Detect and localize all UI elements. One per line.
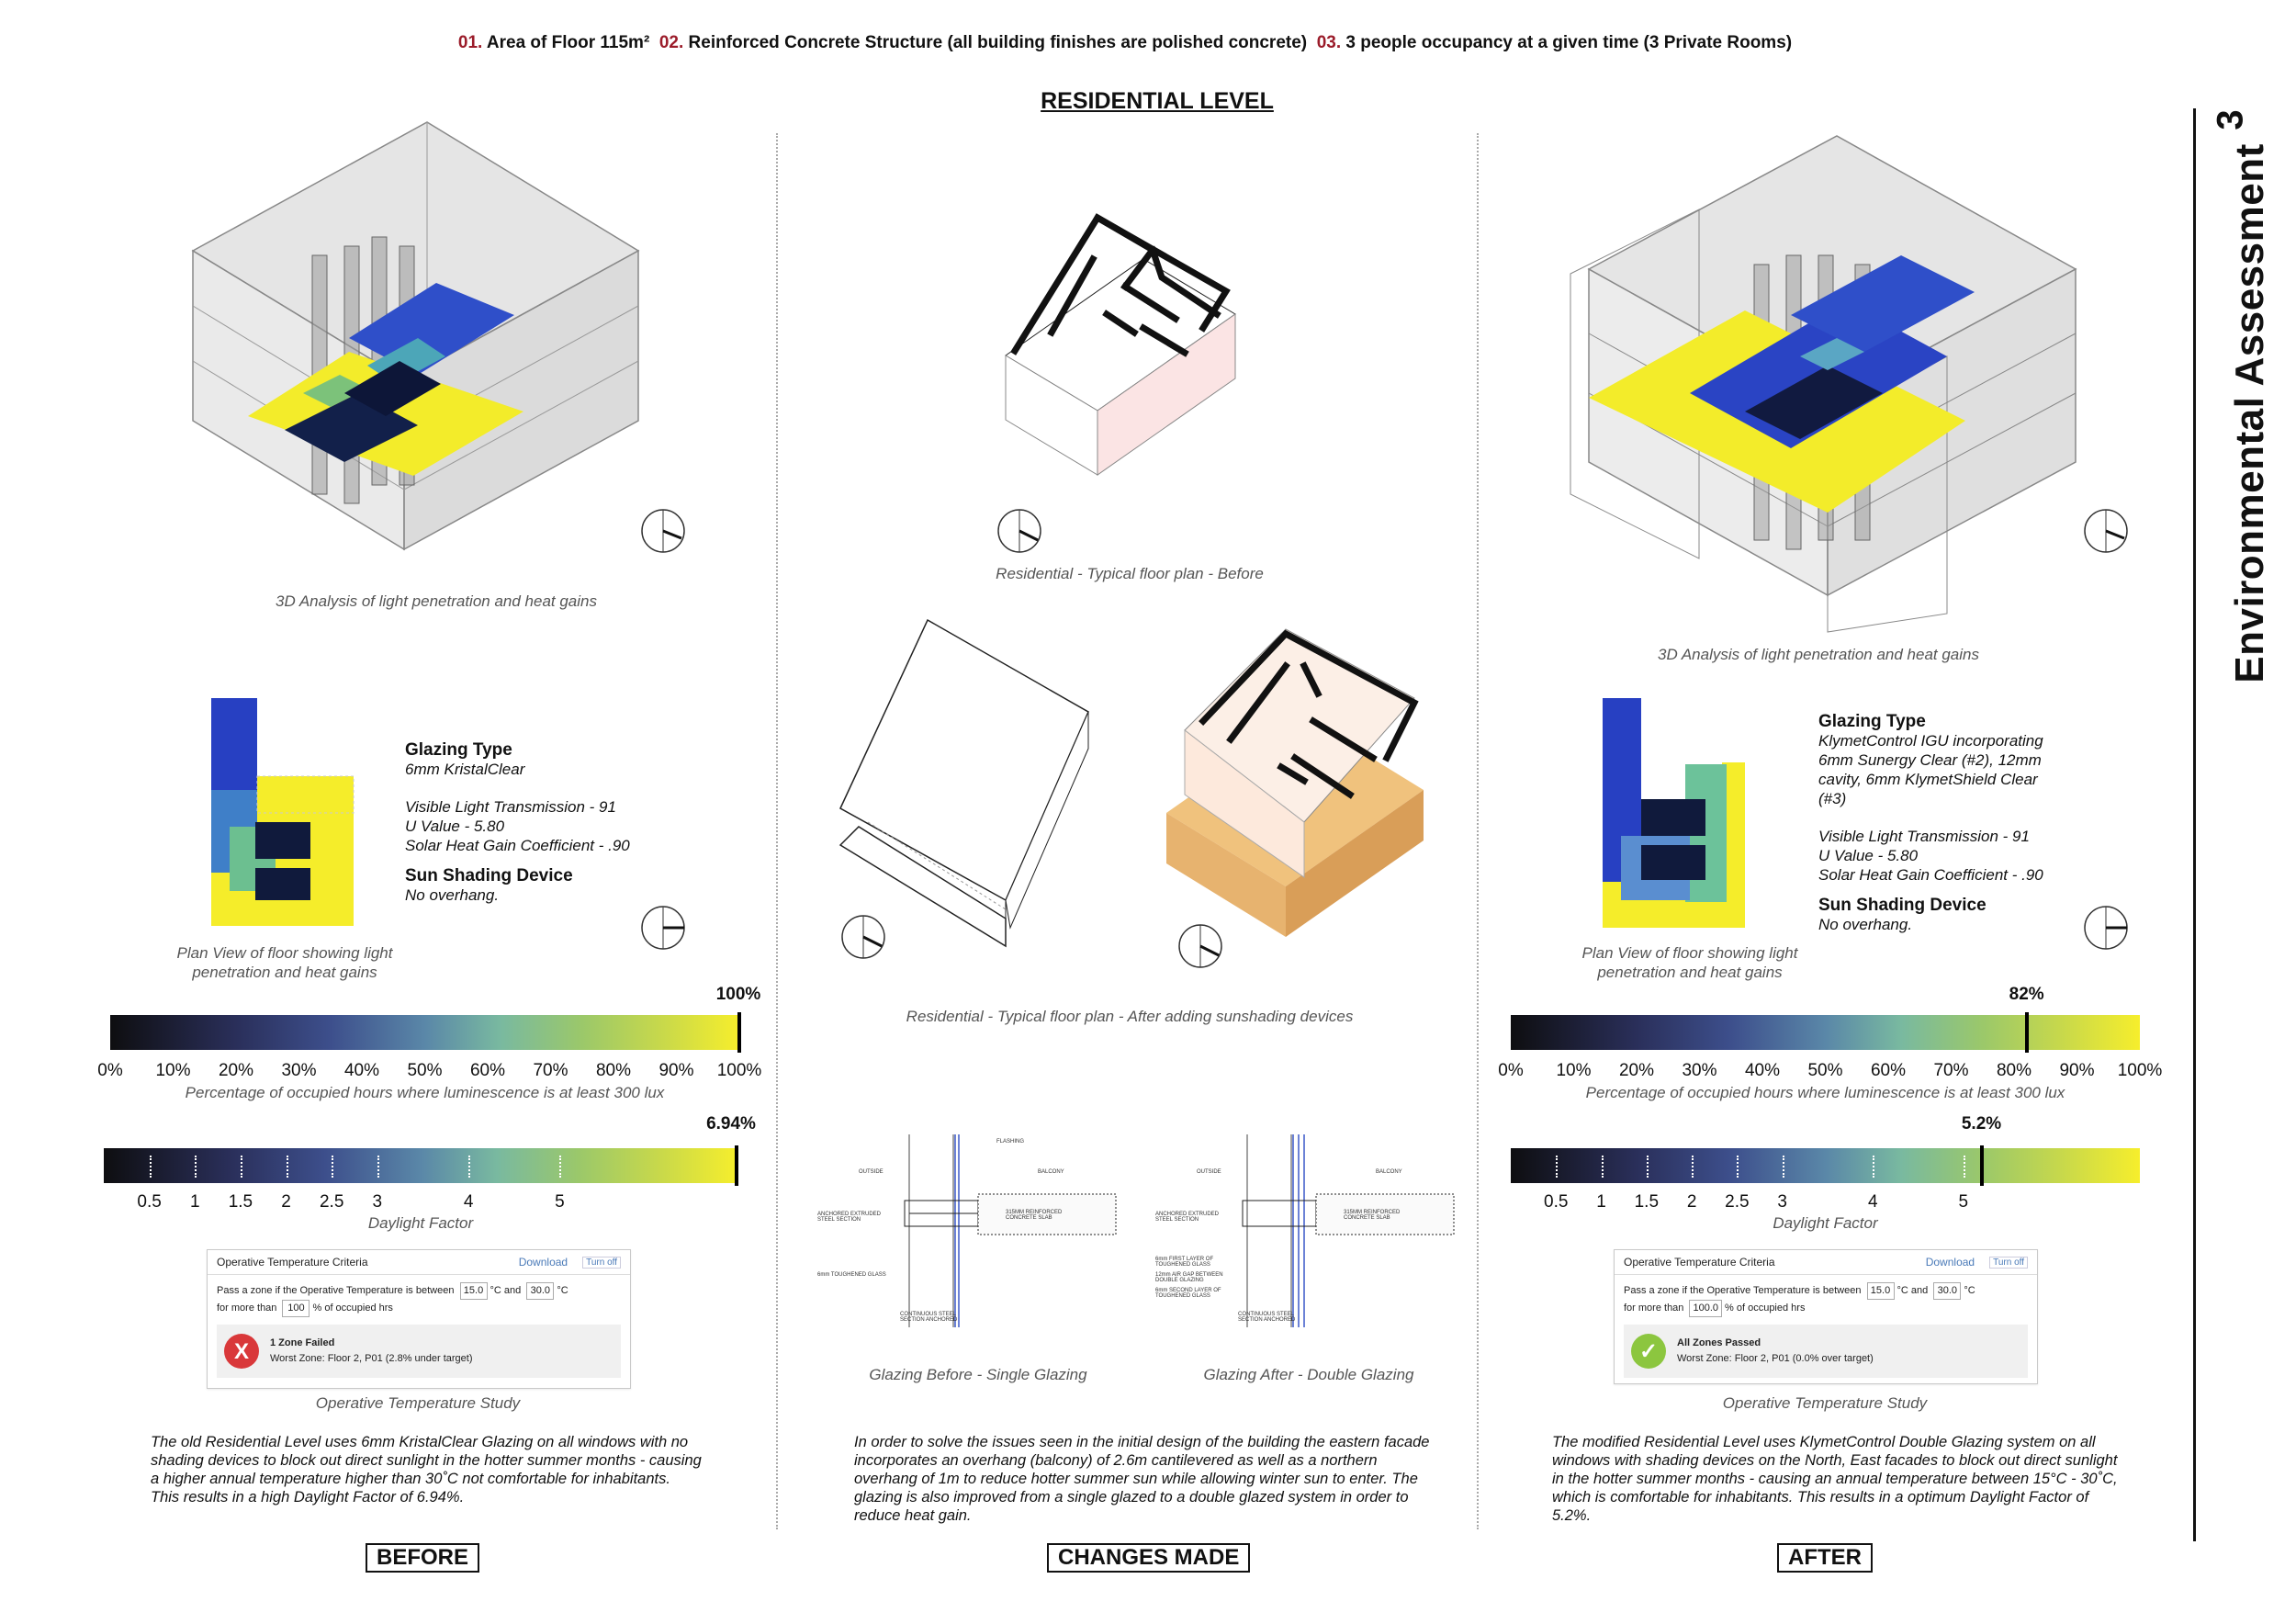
before-glazing-info [405, 740, 630, 905]
level-title: RESIDENTIAL LEVEL [1041, 88, 1274, 114]
after-temp-panel [1614, 1249, 2038, 1384]
before-luminance-value: 100% [715, 985, 761, 1004]
side-rule [2193, 108, 2196, 1541]
before-turn-off-button[interactable]: Turn off [582, 1257, 621, 1269]
before-criteria-line2b: % of occupied hrs [312, 1303, 393, 1314]
after-lum-tick: 60% [1870, 1061, 1907, 1080]
glazing-detail-after [1155, 1134, 1454, 1327]
before-shgc: Solar Heat Gain Coefficient - .90 [405, 837, 630, 854]
before-df-tick: 1 [189, 1192, 200, 1212]
after-plan-north-arrow [2083, 905, 2129, 951]
before-criteria-line2: for more than [217, 1303, 277, 1314]
gd-after-steel: ANCHORED EXTRUDED STEEL SECTION [1155, 1212, 1220, 1223]
side-title [2223, 110, 2278, 716]
after-df-gridline [1647, 1156, 1649, 1178]
after-df-gridline [1692, 1156, 1694, 1178]
after-north-arrow [2083, 508, 2129, 554]
before-u-value: U Value - 5.80 [405, 818, 505, 835]
after-floor-plan-iso [1166, 629, 1428, 937]
glazing-before-caption: Glazing Before - Single Glazing [869, 1366, 1087, 1383]
after-df-tick: 2 [1686, 1192, 1697, 1212]
before-fail-icon: X [224, 1334, 259, 1369]
before-label: BEFORE [366, 1543, 479, 1573]
after-criteria-line2: for more than [1624, 1303, 1684, 1314]
before-download-link[interactable]: Download [518, 1256, 568, 1269]
after-df-tick: 5 [1958, 1192, 1969, 1212]
glazing-after-caption: Glazing After - Double Glazing [1203, 1366, 1414, 1383]
after-max-temp-input[interactable]: 30.0 [1933, 1282, 1961, 1300]
after-criteria-line2b: % of occupied hrs [1725, 1303, 1806, 1314]
after-luminance-marker [2025, 1012, 2029, 1053]
after-download-link[interactable]: Download [1925, 1256, 1975, 1269]
before-df-gridline [559, 1156, 561, 1178]
after-lum-tick: 40% [1744, 1061, 1781, 1080]
after-glazing-heading: Glazing Type [1818, 712, 1926, 731]
before-paragraph: The old Residential Level uses 6mm KristalClear Glazing on all windows with no shading devices to block out direct sunlight in the hotter summer months - causing a higher annual temperature higher than 30˚C not comfortable for inhabitants. This results in a high Daylight Factor of 6.94%. [151, 1434, 702, 1506]
after-plan-caption [1543, 943, 1837, 982]
after-temp-panel-header [1615, 1250, 2037, 1275]
before-temp-panel [207, 1249, 631, 1389]
before-df-tick: 2 [281, 1192, 291, 1212]
before-plan-caption-2: penetration and heat gains [192, 964, 377, 981]
gd-before-flashing: FLASHING [996, 1139, 1025, 1145]
header-text-2: Reinforced Concrete Structure (all building finishes are polished concrete) [688, 33, 1308, 52]
changes-label: CHANGES MADE [1047, 1543, 1250, 1573]
after-u-value: U Value - 5.80 [1818, 847, 1919, 864]
after-lum-tick: 80% [1996, 1061, 2032, 1080]
before-df-gridline [468, 1156, 470, 1178]
before-3d-model [184, 118, 661, 549]
header-num-2: 02. [658, 33, 684, 52]
after-result [1624, 1325, 2028, 1378]
after-df-gridline [1964, 1156, 1965, 1178]
after-daylight-bar [1511, 1148, 2140, 1183]
before-df-gridline [287, 1156, 288, 1178]
before-df-tick: 5 [555, 1192, 565, 1212]
before-glazing-type: 6mm KristalClear [405, 761, 525, 778]
before-lum-tick: 20% [218, 1061, 254, 1080]
before-result-detail: Worst Zone: Floor 2, P01 (2.8% under target) [270, 1353, 473, 1364]
before-df-tick: 3 [372, 1192, 383, 1212]
after-df-tick: 1 [1596, 1192, 1606, 1212]
after-lum-tick: 50% [1807, 1061, 1843, 1080]
header-num-3: 03. [1316, 33, 1342, 52]
after-df-tick: 3 [1777, 1192, 1787, 1212]
before-shade-heading: Sun Shading Device [405, 866, 573, 885]
after-pass-check-icon: ✓ [1631, 1334, 1666, 1369]
after-paragraph: The modified Residential Level uses KlymetControl Double Glazing system on all windows with shading devices on the North, East facades to block out direct sunlight in the hotter summer months - causing an annual temperature between 15°C - 30˚C, which is comfortable for inhabitants. This results in a optimum Daylight Factor of 5.2%. [1552, 1434, 2118, 1524]
after-glazing-type-2: 6mm Sunergy Clear (#2), 12mm [1818, 751, 2042, 769]
header-text-3: 3 people occupancy at a given time (3 Private Rooms) [1345, 33, 1793, 52]
gd-after-glass-3: 6mm SECOND LAYER OF TOUGHENED GLASS [1155, 1288, 1221, 1299]
before-hours-input[interactable]: 100 [282, 1300, 310, 1317]
before-lum-tick: 80% [595, 1061, 632, 1080]
after-df-gridline [1783, 1156, 1784, 1178]
before-df-gridline [150, 1156, 152, 1178]
glazing-detail-before [817, 1134, 1116, 1327]
after-temp-title: Operative Temperature Criteria [1624, 1256, 1775, 1269]
before-plan-caption-1: Plan View of floor showing light [176, 944, 393, 962]
before-min-temp-input[interactable]: 15.0 [460, 1282, 488, 1300]
after-unit-label: °C [1964, 1285, 1975, 1296]
after-df-gridline [1737, 1156, 1739, 1178]
after-glazing-type-4: (#3) [1818, 790, 1847, 807]
before-lum-tick: 10% [155, 1061, 191, 1080]
gd-before-slab: 315MM REINFORCED CONCRETE SLAB [1006, 1210, 1063, 1221]
before-luminance-marker [737, 1012, 741, 1053]
before-daylight-ticks [104, 1192, 737, 1214]
before-glazing-heading: Glazing Type [405, 740, 512, 760]
before-lum-tick: 40% [343, 1061, 380, 1080]
after-shgc: Solar Heat Gain Coefficient - .90 [1818, 866, 2043, 884]
after-glazing-type-3: cavity, 6mm KlymetShield Clear [1818, 771, 2038, 788]
before-df-tick: 1.5 [228, 1192, 253, 1212]
after-lum-tick: 20% [1618, 1061, 1655, 1080]
before-temp-title: Operative Temperature Criteria [217, 1256, 368, 1269]
gd-before-continuous: CONTINUOUS STEEL SECTION ANCHORED [900, 1312, 958, 1323]
after-min-temp-input[interactable]: 15.0 [1867, 1282, 1895, 1300]
after-lum-tick: 90% [2059, 1061, 2095, 1080]
before-and-label: °C and [490, 1285, 522, 1296]
before-df-gridline [195, 1156, 197, 1178]
after-glazing-info [1818, 712, 2076, 934]
before-df-gridline [241, 1156, 242, 1178]
after-3d-model [1561, 118, 2089, 632]
gd-before-steel: ANCHORED EXTRUDED STEEL SECTION [817, 1212, 882, 1223]
after-df-gridline [1556, 1156, 1558, 1178]
before-north-arrow [640, 508, 686, 554]
before-vlt: Visible Light Transmission - 91 [405, 798, 616, 816]
after-lum-tick: 30% [1682, 1061, 1717, 1080]
before-shade: No overhang. [405, 886, 500, 904]
before-luminance-bar [110, 1015, 739, 1050]
before-df-tick: 2.5 [319, 1192, 344, 1212]
before-df-gridline [332, 1156, 333, 1178]
after-df-gridline [1873, 1156, 1874, 1178]
after-df-gridline [1602, 1156, 1604, 1178]
gd-after-outside: OUTSIDE [1197, 1169, 1221, 1175]
before-floor-plan-iso [1006, 213, 1235, 475]
after-glazing-type-1: KlymetControl IGU incorporating [1818, 732, 2043, 750]
after-luminance-value: 82% [2009, 985, 2044, 1004]
after-df-tick: 0.5 [1544, 1192, 1569, 1212]
before-daylight-caption: Daylight Factor [367, 1214, 474, 1232]
before-lum-tick: 0% [97, 1061, 123, 1080]
before-plan-north-arrow [640, 905, 686, 951]
before-lum-tick: 30% [281, 1061, 317, 1080]
after-df-tick: 1.5 [1634, 1192, 1660, 1212]
after-df-tick: 4 [1867, 1192, 1878, 1212]
gd-after-glass-1: 6mm FIRST LAYER OF TOUGHENED GLASS [1155, 1257, 1214, 1268]
sunshading-iso [840, 620, 1093, 946]
after-daylight-marker [1980, 1145, 1984, 1186]
after-temp-caption: Operative Temperature Study [1722, 1394, 1928, 1412]
gd-after-slab: 315MM REINFORCED CONCRETE SLAB [1344, 1210, 1401, 1221]
after-lum-tick: 0% [1498, 1061, 1524, 1080]
after-daylight-caption: Daylight Factor [1773, 1214, 1878, 1232]
after-label: AFTER [1777, 1543, 1873, 1573]
header-num-1: 01. [457, 33, 483, 52]
after-turn-off-button[interactable]: Turn off [1989, 1257, 2028, 1269]
changes-north-arrow-2 [840, 914, 886, 960]
gd-after-glass-2: 12mm AIR GAP BETWEEN DOUBLE GLAZING [1155, 1272, 1223, 1283]
after-df-tick: 2.5 [1725, 1192, 1750, 1212]
before-temp-caption: Operative Temperature Study [315, 1394, 521, 1412]
gd-after-balcony: BALCONY [1376, 1169, 1402, 1175]
before-daylight-value: 6.94% [706, 1114, 756, 1133]
before-df-gridline [377, 1156, 379, 1178]
header-text-1: Area of Floor 115m² [486, 33, 650, 52]
before-plan-view [211, 698, 354, 926]
after-luminance-caption: Percentage of occupied hours where luminescence is at least 300 lux [1585, 1084, 2065, 1101]
before-luminance-caption: Percentage of occupied hours where luminescence is at least 300 lux [185, 1084, 665, 1101]
after-daylight-value: 5.2% [1961, 1114, 2002, 1133]
after-and-label: °C and [1896, 1285, 1929, 1296]
before-daylight-bar [104, 1148, 737, 1183]
before-daylight-marker [735, 1145, 738, 1186]
after-plan-view [1603, 698, 1745, 928]
before-unit-label: °C [557, 1285, 568, 1296]
header-summary [0, 33, 2250, 53]
before-criteria-line1: Pass a zone if the Operative Temperature is between [217, 1285, 455, 1296]
before-plan-caption [138, 943, 432, 982]
changes-north-arrow-3 [1177, 923, 1223, 969]
side-title-text: Environmental Assessment [2227, 143, 2272, 683]
gd-before-outside: OUTSIDE [859, 1169, 884, 1175]
before-df-tick: 4 [463, 1192, 474, 1212]
after-plan-caption-2: penetration and heat gains [1597, 964, 1783, 981]
before-lum-tick: 60% [469, 1061, 506, 1080]
before-max-temp-input[interactable]: 30.0 [526, 1282, 554, 1300]
gd-after-continuous: CONTINUOUS STEEL SECTION ANCHORED [1238, 1312, 1296, 1323]
changes-north-arrow-1 [996, 508, 1042, 554]
divider-left [776, 133, 778, 1529]
before-df-tick: 0.5 [137, 1192, 162, 1212]
before-luminance-ticks [97, 1061, 762, 1083]
before-lum-tick: 100% [716, 1061, 762, 1080]
after-luminance-ticks [1498, 1061, 2163, 1083]
after-shade: No overhang. [1818, 916, 1913, 933]
after-lum-tick: 100% [2117, 1061, 2163, 1080]
after-lum-tick: 10% [1556, 1061, 1592, 1080]
before-3d-caption: 3D Analysis of light penetration and heat gains [276, 592, 597, 610]
after-daylight-ticks [1511, 1192, 2140, 1214]
after-criteria-line1: Pass a zone if the Operative Temperature is between [1624, 1285, 1862, 1296]
before-result-title: 1 Zone Failed [270, 1337, 335, 1348]
gd-before-glass: 6mm TOUGHENED GLASS [817, 1272, 886, 1278]
before-result [217, 1325, 621, 1378]
before-plan-iso-caption: Residential - Typical floor plan - Before [996, 565, 1264, 582]
before-temp-panel-header [208, 1250, 630, 1275]
before-lum-tick: 50% [407, 1061, 443, 1080]
page-number: 3 [2210, 109, 2251, 130]
after-luminance-bar [1511, 1015, 2140, 1050]
after-vlt: Visible Light Transmission - 91 [1818, 828, 2030, 845]
changes-paragraph: In order to solve the issues seen in the initial design of the building the eastern facade incorporates an overhang (balcony) of 2.6m cantilevered as well as a northern overhang of 1m to reduce hotter summer sun while allowing winter sun to enter. The glazing is also improved from a single glazed to a double glazed system in order to reduce heat gain. [854, 1434, 1430, 1524]
after-shade-heading: Sun Shading Device [1818, 896, 1986, 915]
after-result-detail: Worst Zone: Floor 2, P01 (0.0% over target) [1677, 1353, 1874, 1364]
divider-right [1477, 133, 1479, 1529]
after-result-title: All Zones Passed [1677, 1337, 1761, 1348]
after-hours-input[interactable]: 100.0 [1689, 1300, 1722, 1317]
after-plan-iso-caption: Residential - Typical floor plan - After adding sunshading devices [906, 1008, 1354, 1025]
after-3d-caption: 3D Analysis of light penetration and heat gains [1658, 646, 1979, 663]
gd-before-balcony: BALCONY [1038, 1169, 1064, 1175]
before-lum-tick: 90% [658, 1061, 694, 1080]
before-lum-tick: 70% [533, 1061, 568, 1080]
after-lum-tick: 70% [1933, 1061, 1969, 1080]
after-plan-caption-1: Plan View of floor showing light [1581, 944, 1798, 962]
